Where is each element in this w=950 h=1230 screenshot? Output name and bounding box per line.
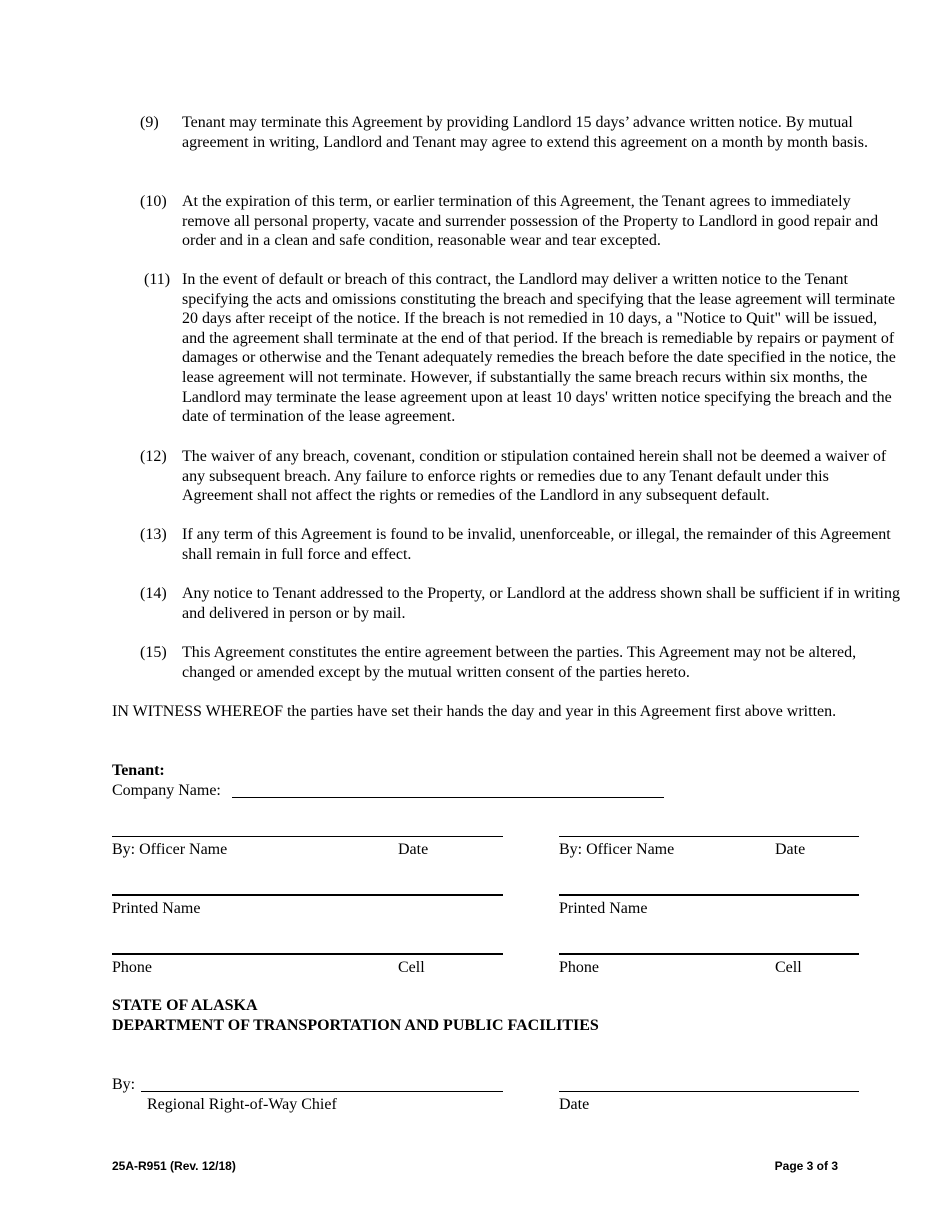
- company-name-label: Company Name:: [112, 782, 221, 799]
- clause-13: [140, 525, 900, 564]
- clause-9: [140, 113, 900, 152]
- printed-name-label-left: Printed Name: [112, 900, 201, 917]
- officer-name-label-right: By: Officer Name: [559, 841, 675, 858]
- clause-number: (14): [140, 585, 167, 602]
- clause-text: At the expiration of this term, or earlier termination of this Agreement, the Tenant agrees to immediately remove all personal property, vacate and surrender possession of the Property to Landlord in good repair and order and in a clean and safe condition, reasonable wear and tear excepted.: [182, 193, 879, 250]
- date-label-left: Date: [398, 841, 429, 858]
- state-heading: STATE OF ALASKA: [112, 997, 258, 1014]
- printed-name-label-right: Printed Name: [559, 900, 648, 917]
- clause-14: [140, 584, 900, 623]
- chief-title-label: Regional Right-of-Way Chief: [147, 1096, 337, 1113]
- chief-signature-line[interactable]: [141, 1091, 503, 1092]
- phone-line-right[interactable]: [559, 953, 859, 955]
- clause-number: (9): [140, 114, 159, 131]
- phone-line-left[interactable]: [112, 953, 503, 955]
- clause-number: (12): [140, 448, 167, 465]
- state-date-label: Date: [559, 1096, 590, 1113]
- clause-15: [140, 643, 900, 682]
- page-number: Page 3 of 3: [774, 1159, 838, 1173]
- form-id: 25A-R951 (Rev. 12/18): [112, 1159, 236, 1173]
- phone-label-right: Phone: [559, 959, 599, 976]
- date-label-right: Date: [775, 841, 806, 858]
- officer-name-label-left: By: Officer Name: [112, 841, 228, 858]
- clause-12: [140, 447, 900, 506]
- clause-text: In the event of default or breach of this contract, the Landlord may deliver a written notice to the Tenant specifying the acts and omissions constituting the breach and specifying that the lease agreement will terminate 20 days after receipt of the notice. If the breach is not remedied in 10 days, a "Notice to Quit" will be issued, and the agreement shall terminate at the end of that period. If the breach is remediable by repairs or payment of damages or otherwise and the Tenant adequately remedies the breach before the date specified in the notice, the lease agreement will not terminate. However, if substantially the same breach recurs within six months, the Landlord may terminate the lease agreement upon at least 10 days' written notice specifying the breach and the date of termination of the lease agreement.: [182, 271, 896, 426]
- clause-text: This Agreement constitutes the entire agreement between the parties. This Agreement may not be altered, changed or amended except by the mutual written consent of the parties hereto.: [182, 644, 857, 681]
- cell-label-right: Cell: [775, 959, 802, 976]
- clause-number: (15): [140, 644, 167, 661]
- printed-name-line-right[interactable]: [559, 894, 859, 896]
- clause-11: [140, 270, 900, 427]
- witness-statement: IN WITNESS WHEREOF the parties have set their hands the day and year in this Agreement first above written.: [112, 703, 837, 720]
- officer-signature-line-right[interactable]: [559, 836, 859, 837]
- clause-10: [140, 192, 900, 251]
- clause-number: (10): [140, 193, 167, 210]
- state-by-label: By:: [112, 1076, 136, 1093]
- printed-name-line-left[interactable]: [112, 894, 503, 896]
- phone-label-left: Phone: [112, 959, 152, 976]
- officer-signature-line-left[interactable]: [112, 836, 503, 837]
- clause-text: Tenant may terminate this Agreement by providing Landlord 15 days’ advance written notice. By mutual agreement in writing, Landlord and Tenant may agree to extend this agreement on a month by month basis.: [182, 114, 868, 151]
- clause-text: The waiver of any breach, covenant, condition or stipulation contained herein shall not be deemed a waiver of any subsequent breach. Any failure to enforce rights or remedies due to any Tenant default under this Agreement shall not affect the rights or remedies of the Landlord in any subsequent default.: [182, 448, 887, 505]
- clause-text: If any term of this Agreement is found to be invalid, unenforceable, or illegal, the remainder of this Agreement shall remain in full force and effect.: [182, 526, 891, 563]
- state-date-line[interactable]: [559, 1091, 859, 1092]
- clause-text: Any notice to Tenant addressed to the Property, or Landlord at the address shown shall be sufficient if in writing and delivered in person or by mail.: [182, 585, 900, 622]
- clause-number: (13): [140, 526, 167, 543]
- tenant-heading: Tenant:: [112, 762, 165, 779]
- cell-label-left: Cell: [398, 959, 425, 976]
- company-name-field[interactable]: [232, 797, 664, 798]
- department-heading: DEPARTMENT OF TRANSPORTATION AND PUBLIC FACILITIES: [112, 1017, 599, 1034]
- clause-number: (11): [144, 271, 171, 288]
